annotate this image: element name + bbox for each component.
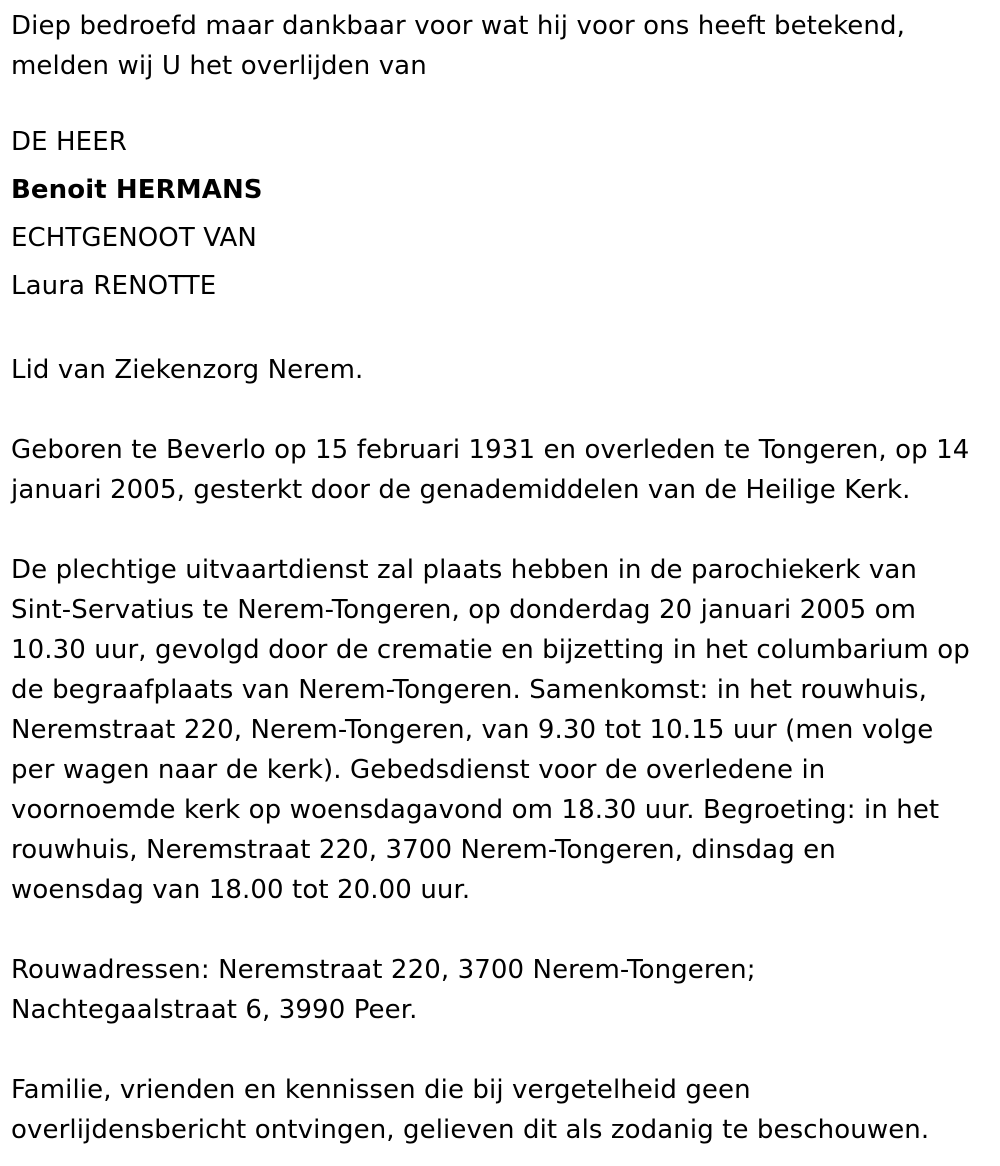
funeral-line: woensdag van 18.00 tot 20.00 uur. xyxy=(11,875,471,905)
funeral-line: rouwhuis, Neremstraat 220, 3700 Nerem-Tongeren, dinsdag en xyxy=(11,835,836,865)
deceased-name: Benoit HERMANS xyxy=(11,175,263,205)
funeral-line: 10.30 uur, gevolgd door de crematie en bijzetting in het columbarium op xyxy=(11,635,970,665)
funeral-line: voornoemde kerk op woensdagavond om 18.30 uur. Begroeting: in het xyxy=(11,795,940,825)
deceased-block xyxy=(11,118,996,310)
deceased-relation: ECHTGENOOT VAN xyxy=(11,223,257,253)
obituary-notice xyxy=(11,0,996,1150)
addresses-paragraph xyxy=(11,950,996,1030)
membership-paragraph xyxy=(11,350,996,390)
funeral-line: de begraafplaats van Nerem-Tongeren. Samenkomst: in het rouwhuis, xyxy=(11,675,928,705)
deceased-title: DE HEER xyxy=(11,127,127,157)
intro-line: melden wij U het overlijden van xyxy=(11,51,427,81)
intro-line: Diep bedroefd maar dankbaar voor wat hij voor ons heeft betekend, xyxy=(11,11,905,41)
membership-line: Lid van Ziekenzorg Nerem. xyxy=(11,355,364,385)
address-line: Rouwadressen: Neremstraat 220, 3700 Nerem-Tongeren; xyxy=(11,955,756,985)
funeral-line: De plechtige uitvaartdienst zal plaats hebben in de parochiekerk van xyxy=(11,555,918,585)
intro-paragraph xyxy=(11,6,996,86)
spouse-name: Laura RENOTTE xyxy=(11,271,217,301)
closing-paragraph xyxy=(11,1070,996,1150)
birth-death-paragraph xyxy=(11,430,996,510)
funeral-paragraph xyxy=(11,550,996,910)
closing-line: overlijdensbericht ontvingen, gelieven dit als zodanig te beschouwen. xyxy=(11,1115,930,1145)
closing-line: Familie, vrienden en kennissen die bij vergetelheid geen xyxy=(11,1075,751,1105)
birth-death-line: januari 2005, gesterkt door de genademiddelen van de Heilige Kerk. xyxy=(11,475,911,505)
funeral-line: Neremstraat 220, Nerem-Tongeren, van 9.30 tot 10.15 uur (men volge xyxy=(11,715,934,745)
address-line: Nachtegaalstraat 6, 3990 Peer. xyxy=(11,995,418,1025)
funeral-line: per wagen naar de kerk). Gebedsdienst voor de overledene in xyxy=(11,755,826,785)
funeral-line: Sint-Servatius te Nerem-Tongeren, op donderdag 20 januari 2005 om xyxy=(11,595,917,625)
birth-death-line: Geboren te Beverlo op 15 februari 1931 en overleden te Tongeren, op 14 xyxy=(11,435,970,465)
